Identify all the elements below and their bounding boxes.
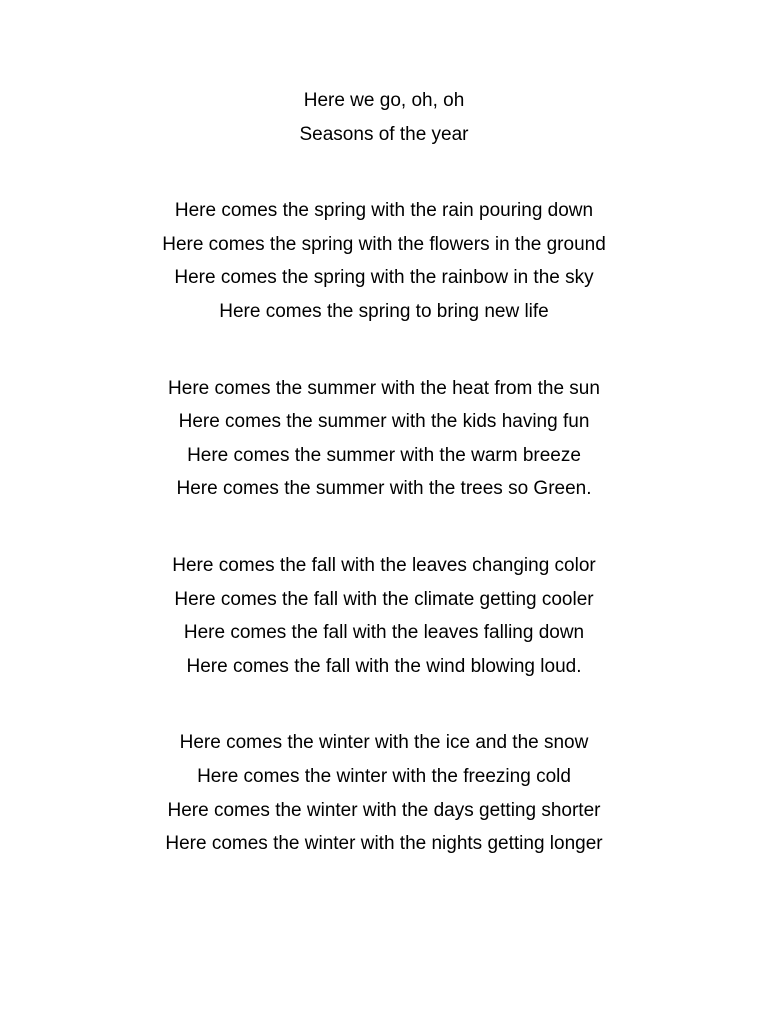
poem-line: Here comes the spring with the rain pouring down (174, 200, 594, 222)
poem-line: Here comes the fall with the leaves changing color (172, 554, 596, 576)
poem-line: Here comes the summer with the kids having fun (178, 411, 590, 433)
stanza-winter (0, 726, 768, 860)
poem-line: Here comes the fall with the wind blowing loud. (186, 655, 582, 677)
poem-line: Here comes the summer with the heat from the sun (168, 377, 600, 399)
stanza-intro (0, 84, 768, 151)
poem-page (0, 84, 768, 904)
poem-title-line: Seasons of the year (299, 123, 469, 145)
poem-line: Here comes the fall with the leaves falling down (183, 622, 585, 644)
poem-line: Here comes the winter with the days getting shorter (167, 799, 601, 821)
poem-line: Here comes the spring with the rainbow in the sky (174, 267, 594, 289)
poem-line: Here comes the spring to bring new life (219, 300, 549, 322)
stanza-spring (0, 194, 768, 328)
stanza-summer (0, 372, 768, 506)
poem-line: Here comes the winter with the ice and the snow (179, 732, 589, 754)
poem-line: Here we go, oh, oh (303, 90, 465, 111)
poem-line: Here comes the summer with the warm breeze (187, 444, 581, 466)
poem-line: Here comes the winter with the freezing cold (197, 765, 571, 787)
poem-line: Here comes the spring with the flowers in the ground (162, 233, 606, 255)
poem-line: Here comes the fall with the climate getting cooler (174, 588, 594, 610)
poem-line: Here comes the summer with the trees so Green. (176, 478, 592, 500)
poem-line: Here comes the winter with the nights getting longer (165, 833, 603, 855)
stanza-fall (0, 549, 768, 683)
